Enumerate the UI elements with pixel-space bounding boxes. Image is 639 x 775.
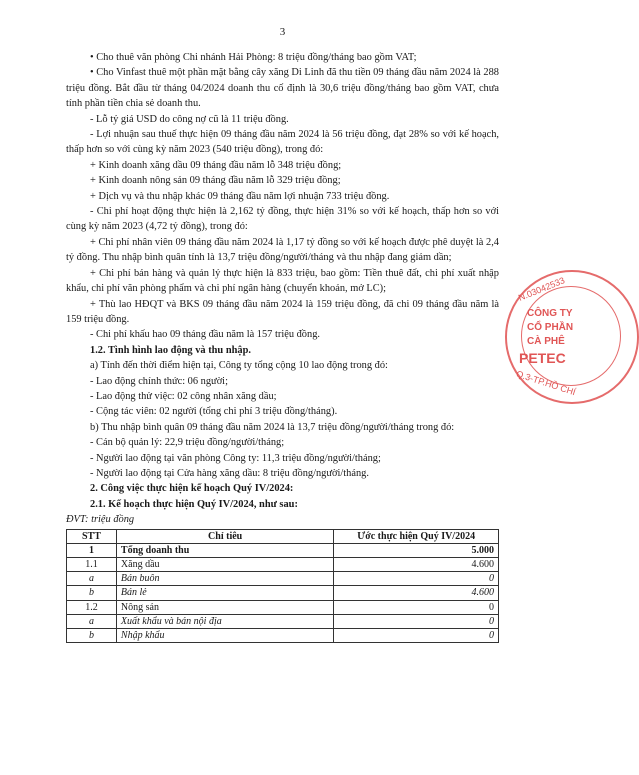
cell-stt: a [67, 614, 117, 628]
cell-indicator: Xăng dầu [116, 558, 333, 572]
cell-stt: 1.1 [67, 558, 117, 572]
document-body [66, 50, 499, 643]
cell-indicator: Nhập khẩu [116, 629, 333, 643]
cell-value: 0 [334, 629, 499, 643]
stamp-line-2: CỔ PHẦN [527, 322, 574, 333]
paragraph-office-rent: • Cho thuê văn phòng Chi nhánh Hải Phòng: 8 triệu đồng/tháng bao gồm VAT; [90, 52, 417, 63]
paragraph-staff-cost: + Chi phí nhân viên 09 tháng đầu năm 2024 là 1,17 tỷ đồng so với kế hoạch được phê duyệt là 2,4 tỷ đồng. Thu nhập bình quân tính là 13,7 triệu đồng/người/tháng và thu nhập đang giảm dần; [66, 236, 499, 264]
cell-indicator: Nông sản [116, 600, 333, 614]
paragraph-fx-loss: - Lỗ tỷ giá USD do công nợ cũ là 11 triệu đồng. [90, 113, 289, 125]
table-row [67, 600, 499, 614]
paragraph-vinfast-rent: • Cho Vinfast thuê một phần mặt bằng cây xăng Di Linh đã thu tiền 09 tháng đầu năm 2024 là 288 triệu đồng. Bắt đầu từ tháng 04/2024 doanh thu cố định là 30,6 triệu đồng/tháng bao gồm VAT, chưa tính phần tiền chia sẻ doanh thu. [66, 67, 499, 110]
page-number: 3 [279, 26, 286, 38]
cell-indicator: Xuất khẩu và bán nội địa [116, 614, 333, 628]
unit-note: ĐVT: triệu đồng [66, 514, 135, 526]
table-row [67, 614, 499, 628]
stamp-line-3: CÀ PHÊ [527, 336, 565, 347]
paragraph-office-income: - Người lao động tại văn phòng Công ty: 11,3 triệu đồng/người/tháng; [90, 452, 381, 464]
cell-indicator: Tổng doanh thu [116, 543, 333, 557]
cell-value: 4.600 [334, 586, 499, 600]
paragraph-manager-income: - Cán bộ quản lý: 22,9 triệu đồng/người/tháng; [90, 437, 285, 449]
q4-plan-table [66, 529, 499, 644]
cell-stt: 1.2 [67, 600, 117, 614]
paragraph-service-profit: + Dịch vụ và thu nhập khác 09 tháng đầu năm lợi nhuận 733 triệu đồng. [90, 190, 390, 202]
stamp-city: Q.3-TP.HỒ CHÍ [514, 368, 577, 398]
paragraph-station-income: - Người lao động tại Cửa hàng xăng dầu: 8 triệu đồng/người/tháng. [90, 467, 369, 479]
paragraph-headcount: a) Tính đến thời điểm hiện tại, Công ty tổng cộng 10 lao động trong đó: [90, 360, 388, 372]
paragraph-agri-loss: + Kinh doanh nông sản 09 tháng đầu năm lỗ 329 triệu đồng; [90, 175, 341, 187]
paragraph-collaborators: - Cộng tác viên: 02 người (tổng chi phí 3 triệu đồng/tháng). [90, 406, 338, 418]
paragraph-official-staff: - Lao động chính thức: 06 người; [90, 375, 228, 387]
cell-value: 0 [334, 572, 499, 586]
paragraph-probation-staff: - Lao động thử việc: 02 công nhân xăng dầu; [90, 390, 277, 402]
paragraph-sales-admin-cost: + Chi phí bán hàng và quản lý thực hiện là 833 triệu, bao gồm: Tiền thuê đất, chi phí xuất nhập khẩu, chi phí văn phòng phẩm và chi phí ngân hàng (chuyển khoản, mở LC); [66, 267, 499, 295]
cell-stt: b [67, 629, 117, 643]
header-stt: STT [67, 529, 117, 543]
cell-indicator: Bán lẻ [116, 586, 333, 600]
section-heading-labor: 1.2. Tình hình lao động và thu nhập. [90, 344, 251, 356]
section-heading-q4-plan: 2. Công việc thực hiện kế hoạch Quý IV/2024: [90, 483, 294, 495]
cell-indicator: Bán buôn [116, 572, 333, 586]
paragraph-average-income: b) Thu nhập bình quân 09 tháng đầu năm 2024 là 13,7 triệu đồng/người/tháng trong đó: [90, 421, 455, 433]
stamp-brand: PETEC [519, 350, 566, 366]
table-row [67, 558, 499, 572]
paragraph-depreciation: - Chi phí khấu hao 09 tháng đầu năm là 157 triệu đồng. [90, 329, 320, 341]
table-row [67, 629, 499, 643]
cell-value: 4.600 [334, 558, 499, 572]
table-row [67, 543, 499, 557]
stamp-line-1: CÔNG TY [527, 308, 573, 319]
cell-stt: 1 [67, 543, 117, 557]
table-header-row [67, 529, 499, 543]
header-indicator: Chỉ tiêu [116, 529, 333, 543]
table-row [67, 586, 499, 600]
header-q4-estimate: Ước thực hiện Quý IV/2024 [334, 529, 499, 543]
paragraph-operating-cost: - Chi phí hoạt động thực hiện là 2,162 tỷ đồng, thực hiện 31% so với kế hoạch, thấp hơn so với cùng kỳ năm 2023 (4,72 tỷ đồng), trong đó: [66, 206, 499, 233]
cell-value: 0 [334, 600, 499, 614]
cell-value: 0 [334, 614, 499, 628]
cell-stt: b [67, 586, 117, 600]
paragraph-profit: - Lợi nhuận sau thuế thực hiện 09 tháng đầu năm 2024 là 56 triệu đồng, đạt 28% so với kế hoạch, thấp hơn so với cùng kỳ năm 2023 (540 triệu đồng), trong đó: [66, 129, 499, 156]
cell-value: 5.000 [334, 543, 499, 557]
subsection-heading-q4-plan: 2.1. Kế hoạch thực hiện Quý IV/2024, như sau: [90, 498, 298, 510]
company-stamp [505, 270, 639, 404]
stamp-number: N.03042533 [516, 275, 567, 303]
cell-stt: a [67, 572, 117, 586]
table-row [67, 572, 499, 586]
paragraph-board-remuneration: + Thù lao HĐQT và BKS 09 tháng đầu năm 2024 là 159 triệu đồng, đã chi 09 tháng đầu năm là 159 triệu đồng. [66, 298, 499, 325]
paragraph-fuel-loss: + Kinh doanh xăng dầu 09 tháng đầu năm lỗ 348 triệu đồng; [90, 159, 342, 171]
